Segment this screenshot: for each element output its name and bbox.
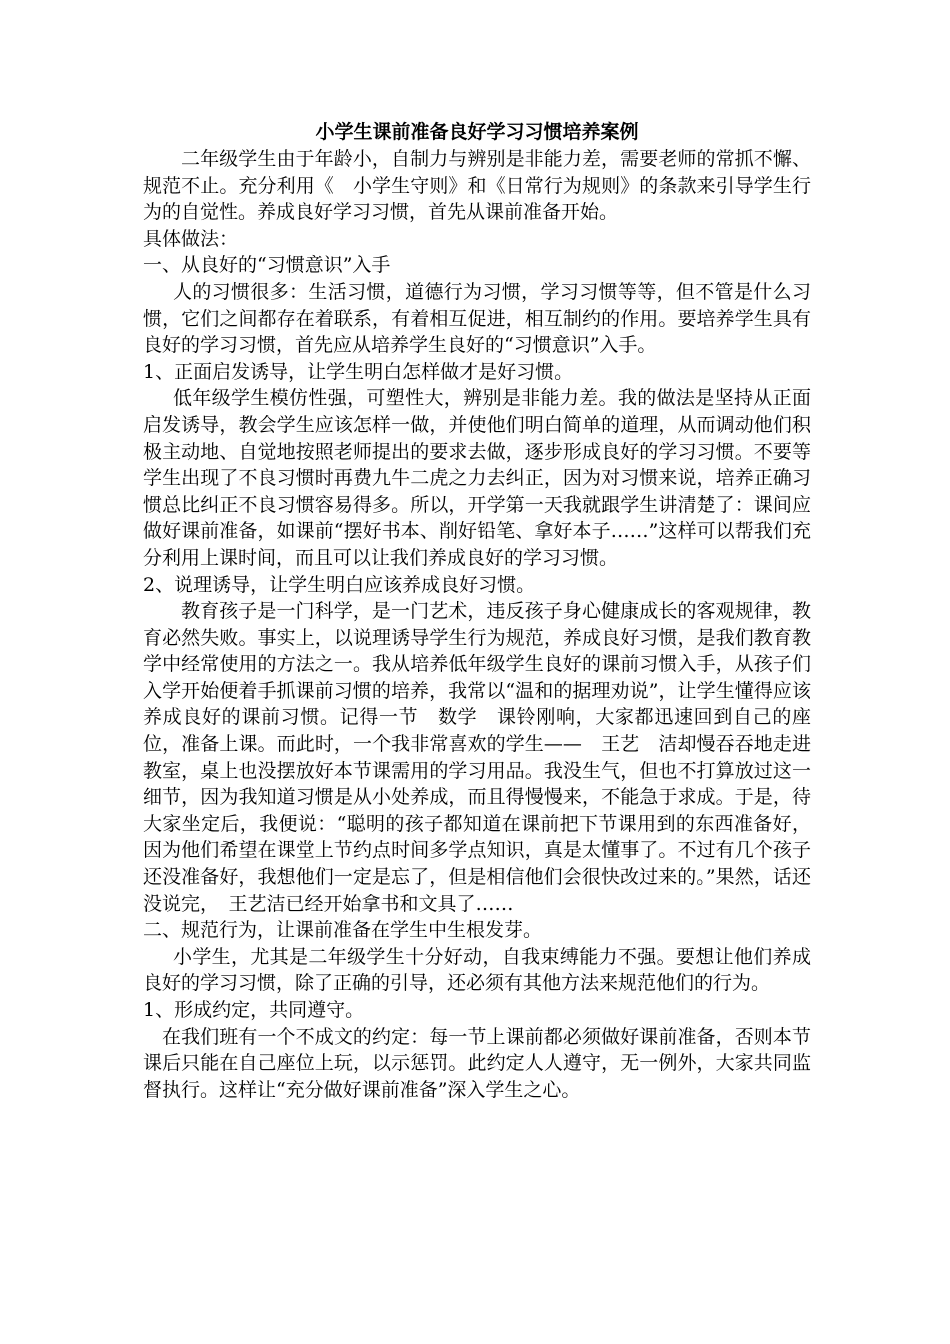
section-heading: 具体做法： xyxy=(143,227,239,250)
document-title: 小学生课前准备良好学习习惯培养案例 xyxy=(315,121,639,143)
section-heading: 1、形成约定，共同遵守。 xyxy=(143,999,365,1021)
section-heading: 二、规范行为，让课前准备在学生中生根发芽。 xyxy=(143,919,543,942)
body-paragraph: 教育孩子是一门科学，是一门艺术，违反孩子身心健康成长的客观规律，教育必然失败。事实上，以说理诱导学生行为规范，养成良好习惯，是我们教育教学中经常使用的方法之一。我从培养低年级学生良好的课前习惯入手，从孩子们入学开始便着手抓课前习惯的培养，我常以“温和的据理劝说”，让学生懂得应该养成良好的课前习惯。记得一节 数学 课铃刚响，大家都迅速回到自己的座位，准备上课。而此时，一个我非常喜欢的学生—— 王艺 洁却慢吞吞地走进教室，桌上也没摆放好本节课需用的学习用品。我没生气，但也不打算放过这一细节，因为我知道习惯是从小处养成，而且得慢慢来，不能急于求成。于是，待大家坐定后，我便说：“聪明的孩子都知道在课前把下节课用到的东西准备好，因为他们希望在课堂上节约点时间多学点知识，真是太懂事了。不过有几个孩子还没准备好，我想他们一定是忘了，但是相信他们会很快改过来的。”果然，话还没说完， 王艺洁已经开始拿书和文具了…… xyxy=(143,600,811,915)
body-paragraph: 小学生，尤其是二年级学生十分好动，自我束缚能力不强。要想让他们养成良好的学习习惯，除了正确的引导，还必须有其他方法来规范他们的行为。 xyxy=(143,945,811,995)
paragraph-list xyxy=(143,146,811,1103)
body-paragraph: 二年级学生由于年龄小，自制力与辨别是非能力差，需要老师的常抓不懈、规范不止。充分利用《 小学生守则》和《日常行为规则》的条款来引导学生行为的自觉性。养成良好学习习惯，首先从课前准备开始。 xyxy=(143,148,811,224)
body-paragraph: 人的习惯很多：生活习惯，道德行为习惯，学习习惯等等，但不管是什么习惯，它们之间都存在着联系，有着相互促进，相互制约的作用。要培养学生具有良好的学习习惯，首先应从培养学生良好的“习惯意识”入手。 xyxy=(143,280,811,357)
body-paragraph: 低年级学生模仿性强，可塑性大，辨别是非能力差。我的做法是坚持从正面启发诱导，教会学生应该怎样一做，并使他们明白简单的道理，从而调动他们积极主动地、自觉地按照老师提出的要求去做，逐步形成良好的学习习惯。不要等学生出现了不良习惯时再费九牛二虎之力去纠正，因为对习惯来说，培养正确习惯总比纠正不良习惯容易得多。所以，开学第一天我就跟学生讲清楚了：课间应做好课前准备，如课前“摆好书本、削好铅笔、拿好本子……”这样可以帮我们充分利用上课时间，而且可以让我们养成良好的学习习惯。 xyxy=(143,387,811,569)
section-heading: 2、说理诱导，让学生明白应该养成良好习惯。 xyxy=(143,573,536,596)
document-body xyxy=(143,118,811,1103)
section-heading: 一、从良好的“习惯意识”入手 xyxy=(143,254,391,277)
section-heading: 1、正面启发诱导，让学生明白怎样做才是好习惯。 xyxy=(143,360,574,383)
body-paragraph: 在我们班有一个不成文的约定：每一节上课前都必须做好课前准备，否则本节课后只能在自己座位上玩，以示惩罚。此约定人人遵守，无一例外，大家共同监督执行。这样让“充分做好课前准备”深入学生之心。 xyxy=(143,1025,811,1101)
